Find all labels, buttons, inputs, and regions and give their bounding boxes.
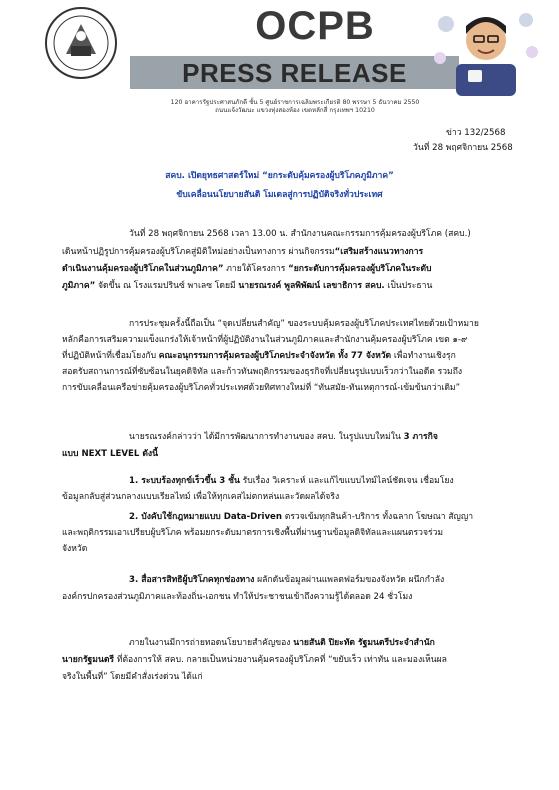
item-2-line-3: จังหวัด [62,544,88,554]
p4-text-2: ที่ต้องการให้ สคบ. กลายเป็นหน่วยงานคุ้มครองผู้บริโภคที่ “ขยับเร็ว เท่าทัน และมองเห็นผล [114,655,447,665]
item-2-line-2: และพฤติกรรมเอาเปรียบผู้บริโภค พร้อมยกระดับมาตรการเชิงพื้นที่ผ่านฐานข้อมูลดิจิทัลและแผนตรวจร่วม [62,528,444,538]
masthead-title: OCPB [255,4,375,48]
p2-line-4: สอดรับสถานการณ์ที่ซับซ้อนในยุคดิจิทัล และก้าวทันพฤติกรรมของธุรกิจที่เปลี่ยนรูปแบบเร็วกว่าในอดีต รวมถึง [62,367,463,377]
item-3-heading: 3. สื่อสารสิทธิผู้บริโภคทุกช่องทาง [129,575,255,585]
masthead-subtitle: PRESS RELEASE [182,58,407,88]
address-line-1: 120 อาคารรัฐประศาสนภักดี ชั้น 5 ศูนย์ราชการเฉลิมพระเกียรติ 80 พรรษา 5 ธันวาคม 2550 [170,99,420,106]
p4-minister-name: นายสันติ ปิยะทัต รัฐมนตรีประจำสำนัก [293,638,435,648]
p1-text-4: จัดขึ้น ณ โรงแรมปรินซ์ พาเลซ โดยมี [95,281,239,291]
p4-line-3: จริงในพื้นที่” โดยมีคำสั่งเร่งด่วน ได้แก่ [62,672,203,682]
item-3-text: ผลักดันข้อมูลผ่านแพลตฟอร์มของจังหวัด ผนึกกำลัง [254,575,445,585]
news-number: ข่าว 132/2568 [446,128,506,138]
p3-line-1: นายรณรงค์กล่าวว่า ได้มีการพัฒนาการทำงานของ สคบ. ในรูปแบบใหม่ใน [129,432,404,442]
p2-emph: คณะอนุกรรมการคุ้มครองผู้บริโภคประจำจังหวัด ทั้ง 77 จังหวัด [158,351,392,361]
p3-emph: 3 ภารกิจ [403,432,438,442]
p1-line-1: วันที่ 28 พฤศจิกายน 2568 เวลา 13.00 น. สำนักงานคณะกรรมการคุ้มครองผู้บริโภค (สคบ.) [129,229,471,239]
p1-text-5: เป็นประธาน [384,281,433,291]
p2-line-5: การขับเคลื่อนเครือข่ายคุ้มครองผู้บริโภคทั่วประเทศด้วยทิศทางใหม่ที่ “ทันสมัย-ทันเหตุการณ์-เข้มข้นกว่าเดิม” [62,383,461,393]
address-line-2: ถนนแจ้งวัฒนะ แขวงทุ่งสองห้อง เขตหลักสี่ กรุงเทพฯ 10210 [215,107,375,114]
p1-emph-1: “เสริมสร้างแนวทางการ [334,247,424,257]
item-3-line-2: องค์กรปกครองส่วนภูมิภาคและท้องถิ่น-เอกชน ทำให้ประชาชนเข้าถึงความรู้ได้ตลอด 24 ชั่วโมง [62,592,413,602]
item-1-text: รับเรื่อง วิเคราะห์ และแก้ไขแบบไทม์ไลน์ชัดเจน เชื่อมโยง [239,476,454,486]
p4-emph-2: นายกรัฐมนตรี [62,655,115,665]
p4-text-1: ภายในงานมีการถ่ายทอดนโยบายสำคัญของ [129,638,294,648]
headline-line-1: สคบ. เปิดยุทธศาสตร์ใหม่ “ยกระดับคุ้มครองผู้บริโภคภูมิภาค” [165,171,394,181]
p2-text-4: เพื่อทำงานเชิงรุก [391,351,456,361]
headline-line-2: ขับเคลื่อนนโยบายสันติ โมเดลสู่การปฏิบัติจริงทั่วประเทศ [176,190,383,200]
p1-line-2: เดินหน้าปฏิรูปการคุ้มครองผู้บริโภคสู่มิติใหม่อย่างเป็นทางการ ผ่านกิจกรรม [62,247,335,257]
item-1-line-2: ข้อมูลกลับสู่ส่วนกลางแบบเรียลไทม์ เพื่อให้ทุกเคสไม่ตกหล่นและวัดผลได้จริง [62,492,340,502]
release-date: วันที่ 28 พฤศจิกายน 2568 [413,143,513,153]
item-2-heading: 2. บังคับใช้กฎหมายแบบ Data-Driven [129,512,282,522]
p1-chair-name: นายรณรงค์ พูลพิพัฒน์ เลขาธิการ สคบ. [238,281,385,291]
p1-emph-2: ดำเนินงานคุ้มครองผู้บริโภคในส่วนภูมิภาค” [62,264,224,274]
p2-text-3: ที่ปฏิบัติหน้าที่เชื่อมโยงกับ [62,351,159,361]
item-2-text: ตรวจเข้มทุกสินค้า-บริการ ทั้งฉลาก โฆษณา สัญญา [282,512,474,522]
p3-line-2: แบบ NEXT LEVEL ดังนี้ [62,449,158,459]
p2-line-2: หลักคือการเสริมความแข็งแกร่งให้เจ้าหน้าที่ผู้ปฏิบัติงานในส่วนภูมิภาคและสำนักงานคุ้มครองผู้บริโภค เขต ๑-๙ [62,335,468,345]
ocpb-seal-logo [44,6,118,80]
p2-line-1: การประชุมครั้งนี้ถือเป็น “จุดเปลี่ยนสำคัญ” ของระบบคุ้มครองผู้บริโภคประเทศไทยด้วยเป้าหมาย [129,319,479,329]
p1-emph-4: ภูมิภาค” [62,281,96,291]
p1-text-3: ภายใต้โครงการ [223,264,289,274]
p1-emph-3: “ยกระดับการคุ้มครองผู้บริโภคในระดับ [288,264,432,274]
item-1-heading: 1. ระบบร้องทุกข์เร็วขึ้น 3 ชั้น [129,476,240,486]
mascot-illustration [428,4,544,96]
